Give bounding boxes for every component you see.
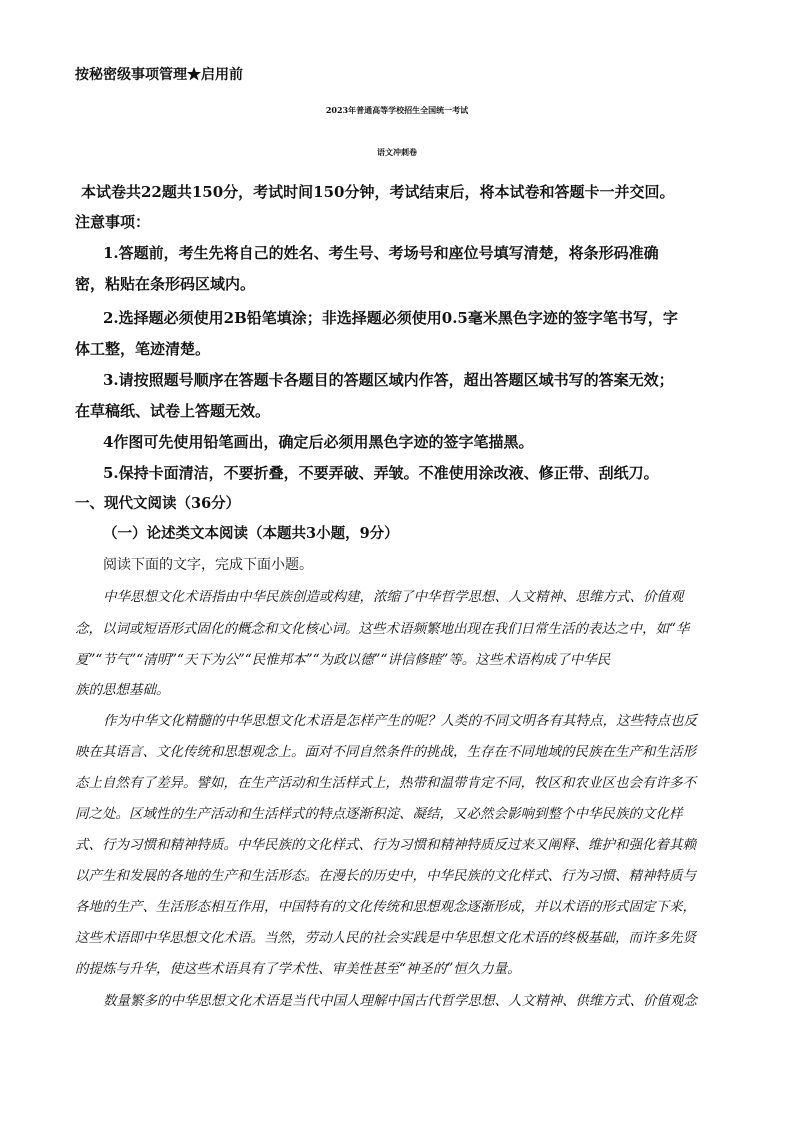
notice-line: 5.保持卡面清洁，不要折叠，不要弄破、弄皱。不准使用涂改液、修正带、刮纸刀。 [103,464,659,482]
secrecy-label: 按秘密级事项管理★启用前 [75,67,243,83]
notice-heading: 注意事项： [75,213,151,231]
passage-line: 念，以词或短语形式固化的概念和文化核心词。这些术语频繁地出现在我们日常生活的表达之中，如“华 [75,621,690,637]
passage-line: 映在其语言、文化传统和思想观念上。面对不同自然条件的挑战，生存在不同地域的民族在生产和生活形 [75,744,696,760]
notice-line: 体工整，笔迹清楚。 [75,340,211,358]
passage-line: 数量繁多的中华思想文化术语是当代中国人理解中国古代哲学思想、人文精神、供维方式、价值观念 [103,993,697,1009]
reading-instruction: 阅读下面的文字，完成下面小题。 [103,557,313,573]
passage-line: 中华思想文化术语指由中华民族创造或构建，浓缩了中华哲学思想、人文精神、思维方式、价值观 [103,589,684,605]
notice-line: 3.请按照题号顺序在答题卡各题目的答题区域内作答，超出答题区域书写的答案无效； [103,371,674,389]
notice-line: 密，粘贴在条形码区域内。 [75,275,256,293]
passage-line: 同之处。区域性的生产活动和生活样式的特点逐渐积淀、凝结，又必然会影响到整个中华民族的文化样 [75,806,683,822]
exam-subtitle: 语文冲刺卷 [377,147,417,157]
notice-line: 1.答题前，考生先将自己的姓名、考生号、考场号和座位号填写清楚，将条形码准确 [103,244,659,262]
notice-line: 2.选择题必须使用2B铅笔填涂；非选择题必须使用0.5毫米黑色字迹的签字笔书写，字 [103,309,678,327]
passage-line: 态上自然有了差异。譬如，在生产活动和生活样式上，热带和温带肯定不同，牧区和农业区也会有许多不 [75,775,696,791]
passage-line: 式、行为习惯和精神特质。中华民族的文化样式、行为习惯和精神特质反过来又阐释、维护和强化着其赖 [75,837,696,853]
exam-title: 2023年普通高等学校招生全国统一考试 [325,105,469,115]
passage-line: 以产生和发展的各地的生产和生活形态。在漫长的历史中，中华民族的文化样式、行为习惯、精神特质与 [75,868,696,884]
notice-line: 4作图可先使用铅笔画出，确定后必须用黑色字迹的签字笔描黑。 [103,433,534,451]
notice-line: 在草稿纸、试卷上答题无效。 [75,402,271,420]
section-subheading: （一）论述类文本阅读（本题共3小题，9分） [103,525,399,542]
section-heading: 一、现代文阅读（36分） [75,495,241,512]
exam-intro: 本试卷共22题共150分，考试时间150分钟，考试结束后，将本试卷和答题卡一并交回。 [81,183,675,201]
passage-line: 的提炼与升华，使这些术语具有了学术性、审美性甚至“神圣的”恒久力量。 [75,961,521,977]
passage-line: 这些术语即中华思想文化术语。当然，劳动人民的社会实践是中华思想文化术语的终极基础，而许多先贤 [75,930,696,946]
passage-line: 各地的生产、生活形态相互作用，中国特有的文化传统和思想观念逐渐形成，并以术语的形式固定下来， [75,899,696,915]
passage-line: 族的思想基础。 [75,682,170,698]
passage-line: 作为中华文化精髓的中华思想文化术语是怎样产生的呢？人类的不同文明各有其特点，这些特点也反 [103,713,697,729]
passage-line: 夏”“节气”“清明”“天下为公”“民惟邦本”“为政以德”“讲信修睦”等。这些术语构成了中华民 [75,652,611,668]
